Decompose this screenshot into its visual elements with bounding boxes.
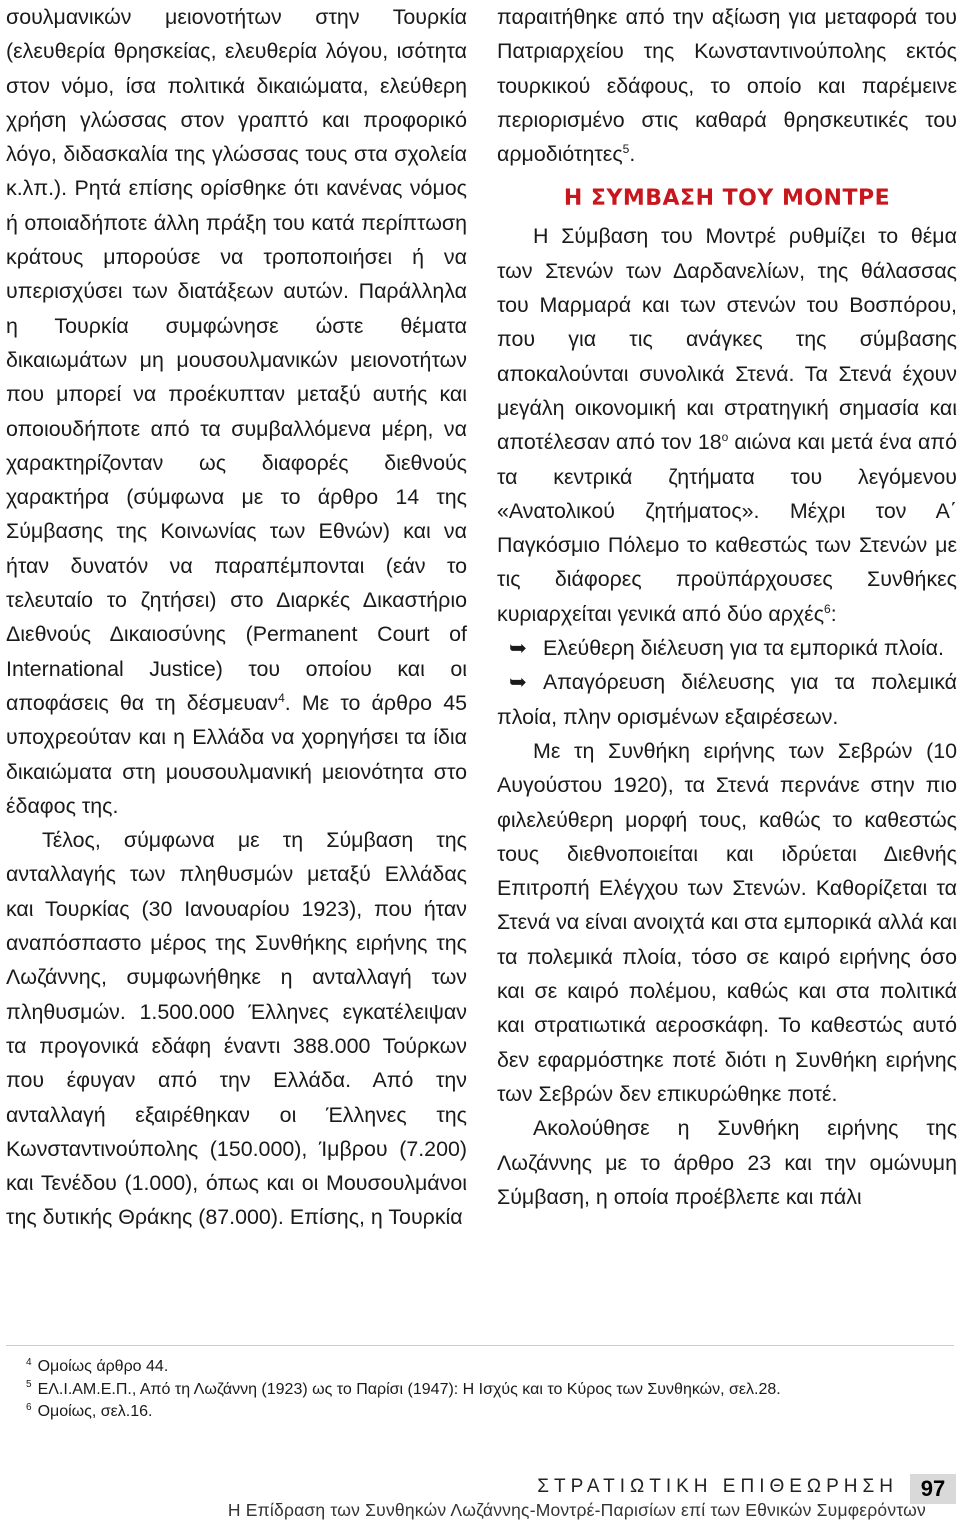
paragraph: Ακολούθησε η Συνθήκη ειρήνης της Λωζάννης με το άρθρο 23 και την ομώνυμη Σύμβαση, η οποία προέβλεπε και πάλι — [497, 1116, 957, 1209]
running-title: Η Επίδραση των Συνθηκών Λωζάννης-Μοντρέ-Παρισίων επί των Εθνικών Συμφερόντων — [227, 1500, 926, 1520]
right-column — [497, 0, 957, 1214]
ordinal-suffix: ο — [721, 430, 729, 445]
arrow-bullet-icon: ➥ — [509, 636, 527, 661]
page-number: 97 — [910, 1474, 956, 1504]
paragraph-text: : — [830, 601, 837, 626]
footnote-divider — [6, 1345, 954, 1346]
bullet-item — [497, 665, 957, 734]
footnote-number: 4 — [26, 1356, 32, 1368]
footnote-text: Ομοίως άρθρο 44. — [37, 1358, 169, 1375]
left-column — [6, 0, 467, 1235]
paragraph — [497, 0, 957, 171]
footnote-ref[interactable]: 4 — [278, 690, 285, 705]
paragraph-text: Η Σύμβαση του Μοντρέ ρυθμίζει το θέμα των Στενών των Δαρδανελίων, της θάλασσας του Μαρμαρά και των στενών του Βοσπόρου, που για τις ανάγκες της σύμβασης αποκαλούνται συνολικά Στενά. Τα Στενά έχουν μεγάλη οικονομική και στρατηγική σημασία και αποτέλεσαν από τον 18 — [497, 224, 957, 455]
arrow-bullet-icon: ➥ — [509, 670, 527, 695]
footnotes — [26, 1356, 781, 1424]
footnote-text: ΕΛ.Ι.ΑΜ.Ε.Π., Από τη Λωζάννη (1923) ως το Παρίσι (1947): Η Ισχύς και το Κύρος των Συνθηκών, σελ.28. — [37, 1380, 781, 1398]
bullet-text: Ελεύθερη διέλευση για τα εμπορικά πλοία. — [543, 636, 944, 661]
footnote-number: 5 — [26, 1379, 32, 1391]
paragraph — [6, 0, 467, 823]
paragraph — [497, 219, 957, 631]
section-heading: Η ΣΥΜΒΑΣΗ ΤΟΥ ΜΟΝΤΡΕ — [563, 186, 891, 212]
page-footer — [0, 1470, 960, 1526]
paragraph-text: σουλμανικών μειονοτήτων στην Τουρκία (ελευθερία θρησκείας, ελευθερία λόγου, ισότητα στον νόμο, ίσα πολιτικά δικαιώματα, ελεύθερη χρήση γλώσσας στον γραπτό και προφορικό λόγο, διδασκαλία της γλώσσας τους στα σχολεία κ.λπ.). Ρητά επίσης ορίσθηκε ότι κανένας νόμος ή οποιαδήποτε άλλη πράξη του κατά περίπτωση κράτους μπορούσε να τροποποιήσει ή να υπερισχύσει των διατάξεων αυτών. Παράλληλα η Τουρκία συμφώνησε ώστε θέματα δικαιωμάτων μη μουσουλμανικών μειονοτήτων που μπορεί να προέκυπταν μεταξύ αυτής και οποιουδήποτε από τα συμβαλλόμενα μέρη, να χαρακτηρίζονταν ως διαφορές διεθνούς χαρακτήρα (σύμφωνα με το άρθρο 14 της Σύμβασης της Κοινωνίας των Εθνών) και να ήταν δυνατόν να παραπέμπονται (εάν το τελευταίο το ζητήσει) στο Διαρκές Δικαστήριο Διεθνούς Δικαιοσύνης (Permanent Court of International Justice) του οποίου και οι αποφάσεις θα τη δέσμευαν — [6, 5, 467, 715]
footnote — [26, 1379, 781, 1402]
bullet-text: Απαγόρευση διέλευσης για τα πολεμικά πλοία, πλην ορισμένων εξαιρέσεων. — [497, 670, 957, 729]
footnote-number: 6 — [26, 1401, 32, 1413]
footnote-text: Ομοίως, σελ.16. — [37, 1403, 153, 1420]
footnote — [26, 1401, 781, 1424]
bullet-item — [497, 631, 957, 665]
paragraph: Με τη Συνθήκη ειρήνης των Σεβρών (10 Αυγούστου 1920), τα Στενά περνάνε στην πιο φιλελεύθερη μορφή τους, καθώς το καθεστώς τους διεθνοποιείται και ιδρύεται Διεθνής Επιτροπή Ελέγχου των Στενών. Καθορίζεται τα Στενά να είναι ανοιχτά και στα εμπορικά αλλά και τα πολεμικά πλοία, τόσο σε καιρό ειρήνης όσο και σε καιρό πολέμου, καθώς και στα πολιτικά και στρατιωτικά αεροσκάφη. Το καθεστώς αυτό δεν εφαρμόστηκε ποτέ διότι η Συνθήκη ειρήνης των Σεβρών δεν επικυρώθηκε ποτέ. — [497, 738, 957, 1106]
footnote-ref[interactable]: 6 — [824, 601, 831, 616]
footnote — [26, 1356, 781, 1379]
paragraph-text: . — [629, 142, 636, 167]
footnote-ref[interactable]: 5 — [622, 142, 630, 157]
paragraph-text: . Με το άρθρο 45 υποχρεούταν και η Ελλάδα να χορηγήσει τα ίδια δικαιώματα στη μουσουλμανική μειονότητα στο έδαφος της. — [6, 690, 467, 818]
paragraph-text: παραιτήθηκε από την αξίωση για μεταφορά του Πατριαρχείου της Κωνσταντινούπολης εκτός τουρκικού εδάφους, το οποίο και παρέμεινε περιορισμένο στις καθαρά θρησκευτικές του αρμοδιότητες — [497, 5, 957, 167]
magazine-title: ΣΤΡΑΤΙΩΤΙΚΗ ΕΠΙΘΕΩΡΗΣΗ — [537, 1476, 898, 1497]
paragraph: Τέλος, σύμφωνα με τη Σύμβαση της ανταλλαγής των πληθυσμών μεταξύ Ελλάδας και Τουρκίας (30 Ιανουαρίου 1923), που ήταν αναπόσπαστο μέρος της Συνθήκης ειρήνης της Λωζάννης, συμφωνήθηκε η ανταλλαγή των πληθυσμών. 1.500.000 Έλληνες εγκατέλειψαν τα προγονικά εδάφη έναντι 388.000 Τούρκων που έφυγαν από την Ελλάδα. Από την ανταλλαγή εξαιρέθηκαν οι Έλληνες της Κωνσταντινούπολης (150.000), Ίμβρου (7.200) και Τενέδου (1.000), όπως και οι Μουσουλμάνοι της δυτικής Θράκης (87.000). Επίσης, η Τουρκία — [6, 828, 467, 1230]
paragraph-text: αιώνα και μετά ένα από τα κεντρικά ζητήματα του λεγόμενου «Ανατολικού ζητήματος». Μέχρι τον Α΄ Παγκόσμιο Πόλεμο το καθεστώς των Στενών με τις διάφορες προϋπάρχουσες Συνθήκες κυριαρχείται γενικά από δύο αρχές — [497, 430, 957, 626]
